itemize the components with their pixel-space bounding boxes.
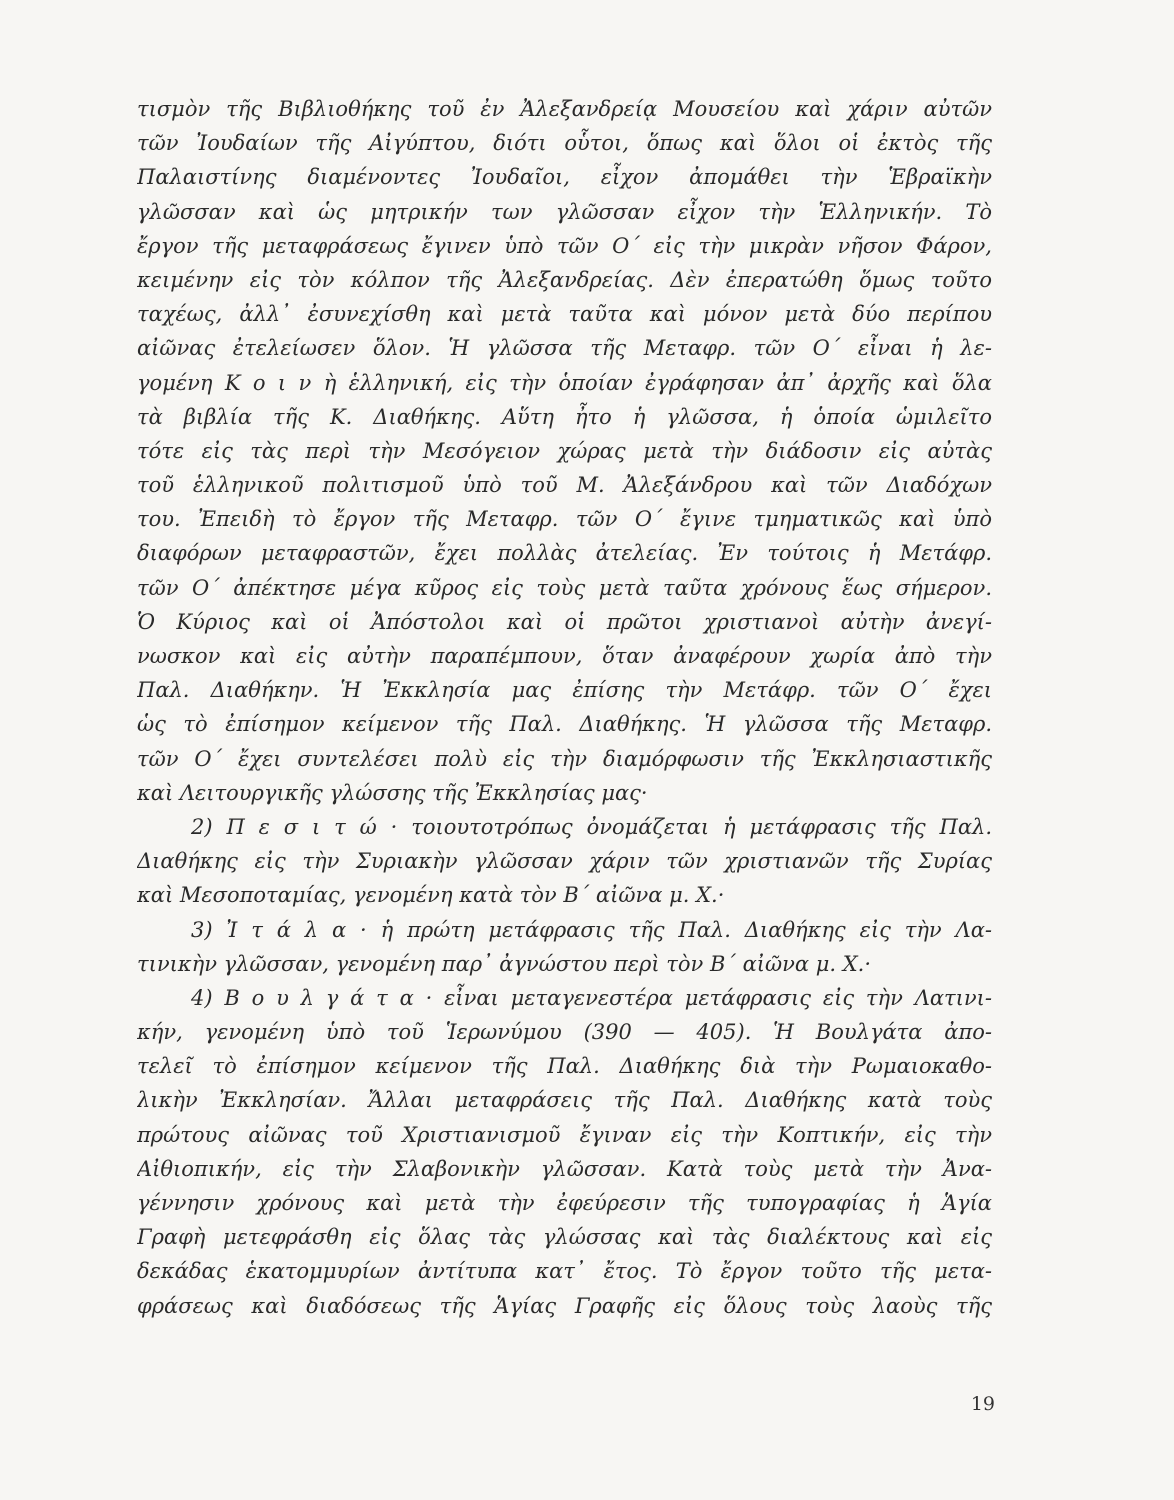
text-line: Διαθήκης εἰς τὴν Συριακὴν γλῶσσαν χάριν τῶν χριστιανῶν τῆς Συρίας [137, 849, 992, 874]
text-line: καὶ Λειτουργικῆς γλώσσης τῆς Ἐκκλησίας μας· [137, 780, 648, 805]
text-line: τελεῖ τὸ ἐπίσημον κείμενον τῆς Παλ. Διαθήκης διὰ τὴν Ρωμαιοκαθο- [137, 1054, 992, 1079]
text-line: τισμὸν τῆς Βιβλιοθήκης τοῦ ἐν Ἀλεξανδρείᾳ Μουσείου καὶ χάριν αὐτῶν [137, 97, 992, 121]
text-line: τὰ βιβλία τῆς Κ. Διαθήκης. Αὕτη ἦτο ἡ γλῶσσα, ἡ ὁποία ὡμιλεῖτο [137, 404, 992, 429]
text-line: πρώτους αἰῶνας τοῦ Χριστιανισμοῦ ἔγιναν εἰς τὴν Κοπτικήν, εἰς τὴν [137, 1122, 992, 1147]
text-line: κήν, γενομένη ὑπὸ τοῦ Ἱερωνύμου (390 — 405). Ἡ Βουλγάτα ἀπο- [137, 1020, 992, 1045]
text-line: τότε εἰς τὰς περὶ τὴν Μεσόγειον χώρας μετὰ τὴν διάδοσιν εἰς αὐτὰς [137, 438, 992, 463]
text-line: δεκάδας ἑκατομμυρίων ἀντίτυπα κατ᾽ ἔτος. Τὸ ἔργον τοῦτο τῆς μετα- [137, 1259, 992, 1284]
text-line: ὡς τὸ ἐπίσημον κείμενον τῆς Παλ. Διαθήκης. Ἡ γλῶσσα τῆς Μεταφρ. [137, 712, 992, 737]
text-line: καὶ Μεσοποταμίας, γενομένη κατὰ τὸν Β΄ αἰῶνα μ. Χ.· [137, 883, 725, 908]
body-text [137, 92, 992, 1323]
text-line: του. Ἐπειδὴ τὸ ἔργον τῆς Μεταφρ. τῶν Ο΄ ἔγινε τμηματικῶς καὶ ὑπὸ [137, 507, 992, 532]
text-line: νωσκον καὶ εἰς αὐτὴν παραπέμπουν, ὅταν ἀναφέρουν χωρία ἀπὸ τὴν [137, 644, 992, 668]
text-line: τοῦ ἑλληνικοῦ πολιτισμοῦ ὑπὸ τοῦ Μ. Ἀλεξάνδρου καὶ τῶν Διαδόχων [137, 473, 992, 498]
text-line: τῶν Ο΄ ἀπέκτησε μέγα κῦρος εἰς τοὺς μετὰ ταῦτα χρόνους ἕως σήμερον. [137, 575, 992, 600]
text-line: λικὴν Ἐκκλησίαν. Ἄλλαι μεταφράσεις τῆς Παλ. Διαθήκης κατὰ τοὺς [137, 1088, 992, 1113]
text-line: αἰῶνας ἐτελείωσεν ὅλον. Ἡ γλῶσσα τῆς Μεταφρ. τῶν Ο΄ εἶναι ἡ λε- [137, 336, 992, 361]
text-line: Παλαιστίνης διαμένοντες Ἰουδαῖοι, εἶχον ἀπομάθει τὴν Ἑβραϊκὴν [137, 165, 992, 190]
text-line: Αἰθιοπικήν, εἰς τὴν Σλαβονικὴν γλῶσσαν. Κατὰ τοὺς μετὰ τὴν Ἀνα- [137, 1156, 992, 1181]
text-line: γλῶσσαν καὶ ὡς μητρικήν των γλῶσσαν εἶχον τὴν Ἑλληνικήν. Τὸ [137, 199, 992, 224]
text-line: τῶν Ο΄ ἔχει συντελέσει πολὺ εἰς τὴν διαμόρφωσιν τῆς Ἐκκλησιαστικῆς [137, 746, 992, 771]
text-line: ταχέως, ἀλλ᾽ ἐσυνεχίσθη καὶ μετὰ ταῦτα καὶ μόνον μετὰ δύο περίπου [137, 302, 992, 327]
text-line: 4) Β ο υ λ γ ά τ α · εἶναι μεταγενεστέρα μετάφρασις εἰς τὴν Λατινι- [191, 985, 992, 1010]
text-line: γέννησιν χρόνους καὶ μετὰ τὴν ἐφεύρεσιν τῆς τυπογραφίας ἡ Ἁγία [137, 1191, 992, 1215]
text-line: 3) Ἰ τ ά λ α · ἡ πρώτη μετάφρασις τῆς Παλ. Διαθήκης εἰς τὴν Λα- [191, 917, 992, 942]
page-number: 19 [970, 1393, 995, 1415]
text-line: Ὁ Κύριος καὶ οἱ Ἀπόστολοι καὶ οἱ πρῶτοι χριστιανοὶ αὐτὴν ἀνεγί- [137, 609, 992, 634]
text-line: κειμένην εἰς τὸν κόλπον τῆς Ἀλεξανδρείας. Δὲν ἐπερατώθη ὅμως τοῦτο [137, 267, 992, 292]
text-line: τινικὴν γλῶσσαν, γενομένη παρ᾽ ἀγνώστου περὶ τὸν Β΄ αἰῶνα μ. Χ.· [137, 951, 872, 976]
text-line: 2) Π ε σ ι τ ώ · τοιουτοτρόπως ὀνομάζεται ἡ μετάφρασις τῆς Παλ. [191, 814, 992, 839]
text-line: τῶν Ἰουδαίων τῆς Αἰγύπτου, διότι οὗτοι, ὅπως καὶ ὅλοι οἱ ἐκτὸς τῆς [137, 131, 992, 156]
text-line: διαφόρων μεταφραστῶν, ἔχει πολλὰς ἀτελείας. Ἐν τούτοις ἡ Μετάφρ. [137, 541, 992, 566]
text-line: φράσεως καὶ διαδόσεως τῆς Ἁγίας Γραφῆς εἰς ὅλους τοὺς λαοὺς τῆς [137, 1293, 992, 1318]
text-line: ἔργον τῆς μεταφράσεως ἔγινεν ὑπὸ τῶν Ο΄ εἰς τὴν μικρὰν νῆσον Φάρον, [137, 233, 992, 258]
text-line: γομένη Κ ο ι ν ὴ ἑλληνική, εἰς τὴν ὁποίαν ἐγράφησαν ἀπ᾽ ἀρχῆς καὶ ὅλα [137, 370, 992, 395]
text-line: Παλ. Διαθήκην. Ἡ Ἐκκλησία μας ἐπίσης τὴν Μετάφρ. τῶν Ο΄ ἔχει [137, 678, 992, 703]
text-line: Γραφὴ μετεφράσθη εἰς ὅλας τὰς γλώσσας καὶ τὰς διαλέκτους καὶ εἰς [137, 1225, 992, 1250]
